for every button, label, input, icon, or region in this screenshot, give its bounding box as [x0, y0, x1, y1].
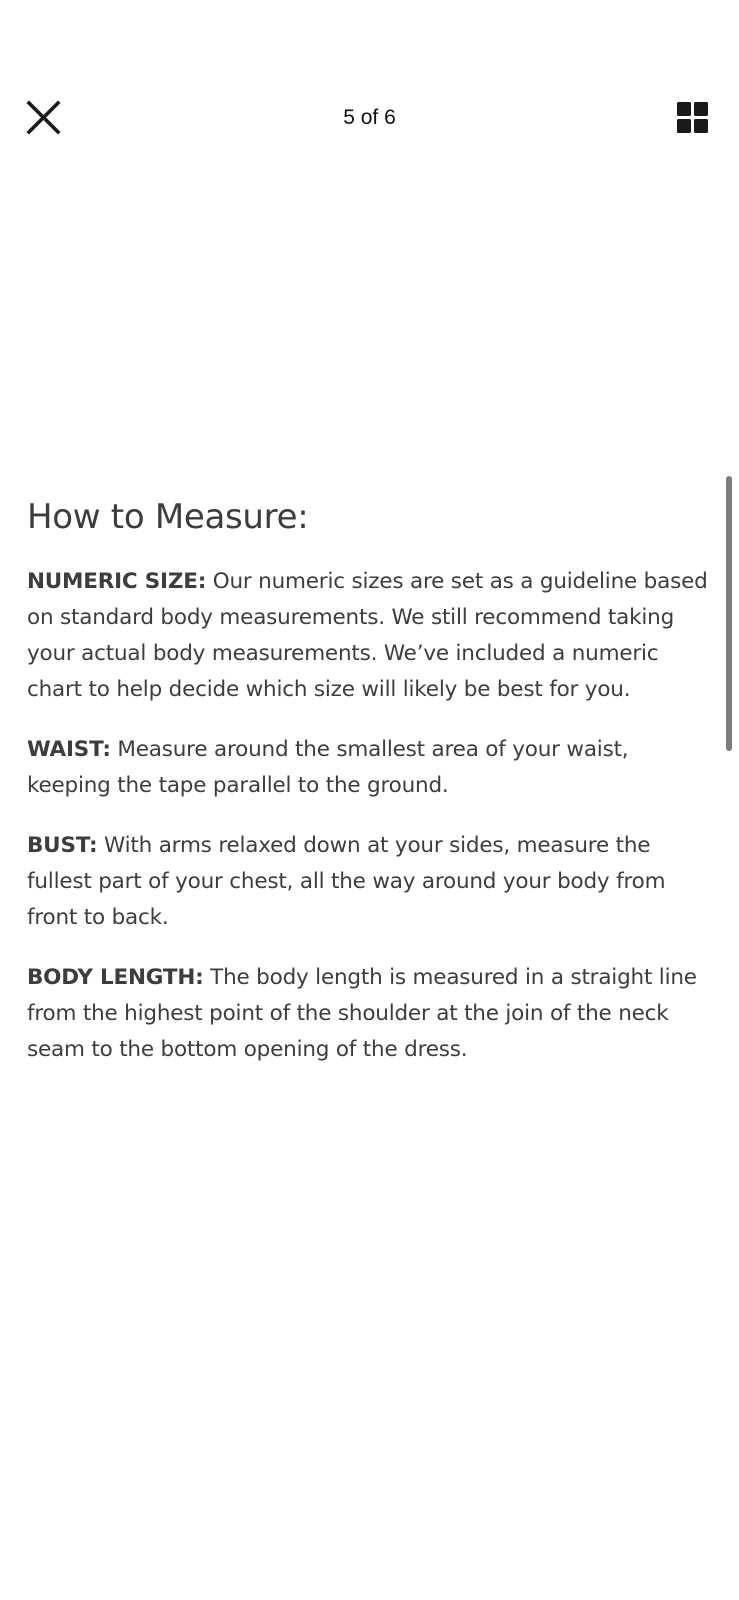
- grid-view-button[interactable]: [677, 102, 709, 134]
- section-body-length: [27, 960, 717, 1068]
- top-bar: [0, 88, 739, 148]
- section-term: NUMERIC SIZE:: [27, 569, 207, 594]
- section-text: With arms relaxed down at your sides, measure the fullest part of your chest, all the way around your body from front to back.: [27, 833, 666, 930]
- section-text: Measure around the smallest area of your waist, keeping the tape parallel to the ground.: [27, 737, 629, 798]
- section-numeric-size: [27, 564, 717, 708]
- section-term: BUST:: [27, 833, 98, 858]
- section-text: The body length is measured in a straight line from the highest point of the shoulder at the join of the neck seam to the bottom opening of the dress.: [27, 965, 697, 1062]
- section-waist: [27, 732, 717, 804]
- page-title: How to Measure:: [27, 497, 309, 537]
- grid-view-icon: [677, 102, 709, 134]
- scrollbar[interactable]: [726, 476, 732, 751]
- section-term: BODY LENGTH:: [27, 965, 204, 990]
- section-text: Our numeric sizes are set as a guideline based on standard body measurements. We still recommend taking your actual body measurements. We’ve included a numeric chart to help decide which size will likely be best for you.: [27, 569, 708, 702]
- section-bust: [27, 828, 717, 936]
- page-indicator: 5 of 6: [343, 106, 396, 129]
- measure-guide: [27, 490, 717, 1092]
- section-term: WAIST:: [27, 737, 111, 762]
